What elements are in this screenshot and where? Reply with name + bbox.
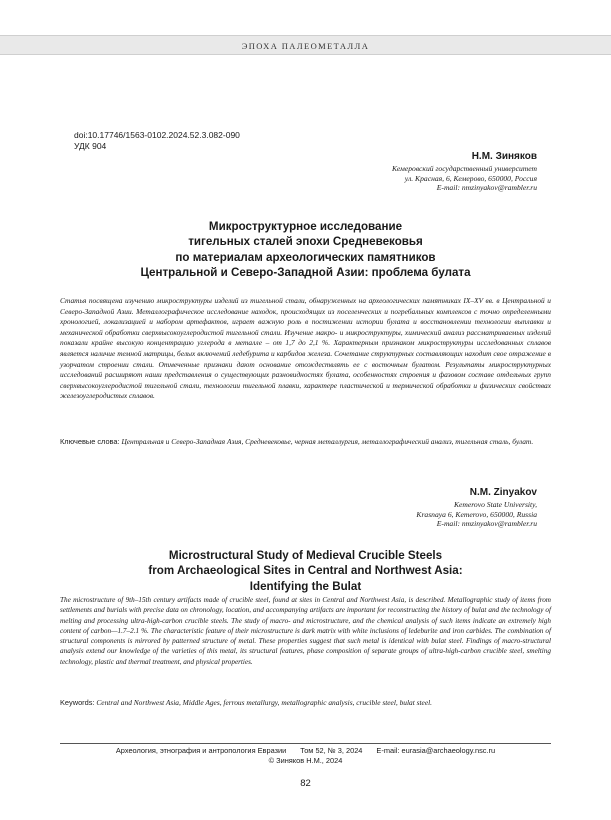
email-ru: E-mail: nmzinyakov@rambler.ru — [436, 183, 537, 193]
title-line: Identifying the Bulat — [249, 579, 362, 593]
footer-copyright: © Зиняков Н.М., 2024 — [268, 756, 343, 765]
keywords-label-ru: Ключевые слова: — [60, 437, 120, 446]
title-line: по материалам археологических памятников — [175, 250, 436, 264]
keywords-text-en: Central and Northwest Asia, Middle Ages, ferrous metallurgy, metallographic analysis, crucible steel, bulat steel. — [96, 698, 433, 707]
doi: doi:10.17746/1563-0102.2024.52.3.082-090 — [74, 130, 240, 140]
footer-volume: Том 52, № 3, 2024 — [300, 746, 363, 755]
title-line: Центральной и Северо-Западной Азии: проблема булата — [140, 266, 471, 280]
author-name-en: N.M. Zinyakov — [469, 487, 537, 498]
affiliation-ru: Кемеровский государственный университет — [391, 164, 537, 173]
footer-email[interactable]: E-mail: eurasia@archaeology.nsc.ru — [376, 746, 496, 755]
email-en: E-mail: nmzinyakov@rambler.ru — [436, 519, 537, 529]
author-block-en — [416, 487, 537, 529]
title-line: Microstructural Study of Medieval Crucible Steels — [168, 549, 443, 562]
address-ru: ул. Красная, 6, Кемерово, 650000, Россия — [404, 173, 537, 183]
affiliation-en: Kemerovo State University, — [453, 500, 537, 509]
article-title-en — [60, 548, 551, 594]
keywords-ru — [60, 437, 551, 448]
running-header — [0, 35, 611, 55]
abstract-ru: Статья посвящена изучению микроструктуры изделий из тигельной стали, обнаруженных на археологических памятниках IX–XV вв. в Центральной и Северо-Западной Азии. Металлографическое исследование находок, происходящих из поселенческих и погребальных комплексов с точно определенными хронологией, локализацией и набором артефактов, играет важную роль в постижении истории булата и восстановлении технологии выплавки и механической обработки сверхвысокоуглеродистой тигельной стали. Изучение макро- и микроструктуры, химический анализ рассматриваемых изделий показали крайне высокую концентрацию углерода в металле – от 1,7 до 2,1 %. Характерным признаком микроструктуры исследованных сплавов является наличие темной матрицы, белых включений ледебурита и карбидов железа. Сочетание структурных составляющих находит свое отражение в узорчатом строении стали. Отмеченные признаки дают основание отождествлять ее с восточным булатом. Результаты микроструктурных исследований расширяют наши представления о существующих разновидностях булата, особенностях строения и фазовом составе отдельных групп сверхвысокоуглеродистой тигельной стали, технологии тигельной плавки, характере пластической и термической обработки и физических свойствах железоуглеродистых сплавов. — [60, 296, 551, 401]
author-name-ru: Н.М. Зиняков — [471, 151, 537, 162]
article-title-ru — [60, 219, 551, 281]
abstract-en: The microstructure of 9th–15th century artifacts made of crucible steel, found at sites in Central and Northwest Asia, is described. Metallographic study of items from settlements and burials with precise data on chronology, location, and accompanying artifacts are important for reconstructing the history of bulat and the technology of melting and processing ultra-high-carbon crucible steels. The study of macro- and microstructure, and the chemical analysis of such items indicate an extremely high content of carbon—1.7–2.1 %. The characteristic feature of their microstructure is dark matrix with white inclusions of ledeburite and iron carbides. The combination of structural components is mirrored by patterned structure of metal. These properties suggest that such metal is identical with bulat steel. Findings of macro-structural analysis extend our knowledge of the varieties of this metal, its structural features, phase composition of separate groups of ultra-high-carbon crucible steel, smelting technology, plastic and thermal treatment, and physical properties. — [60, 596, 551, 666]
author-block-ru — [392, 151, 537, 193]
keywords-label-en: Keywords: — [60, 698, 95, 707]
title-line: Микроструктурное исследование — [208, 220, 403, 233]
keywords-text-ru: Центральная и Северо-Западная Азия, Средневековье, черная металлургия, металлографический анализ, тигельная сталь, булат. — [121, 437, 534, 446]
running-header-text: ЭПОХА ПАЛЕОМЕТАЛЛА — [241, 41, 370, 51]
footer-journal: Археология, этнография и антропология Евразии — [115, 746, 287, 755]
address-en: Krasnaya 6, Kemerovo, 650000, Russia — [416, 509, 537, 519]
footer-divider — [60, 743, 551, 744]
udk: УДК 904 — [74, 140, 107, 151]
article-meta — [74, 130, 240, 151]
footer-journal-line — [60, 746, 551, 756]
title-line: тигельных сталей эпохи Средневековья — [188, 235, 423, 249]
page-number: 82 — [300, 778, 311, 789]
title-line: from Archaeological Sites in Central and Northwest Asia: — [148, 564, 463, 578]
keywords-en — [60, 698, 551, 709]
